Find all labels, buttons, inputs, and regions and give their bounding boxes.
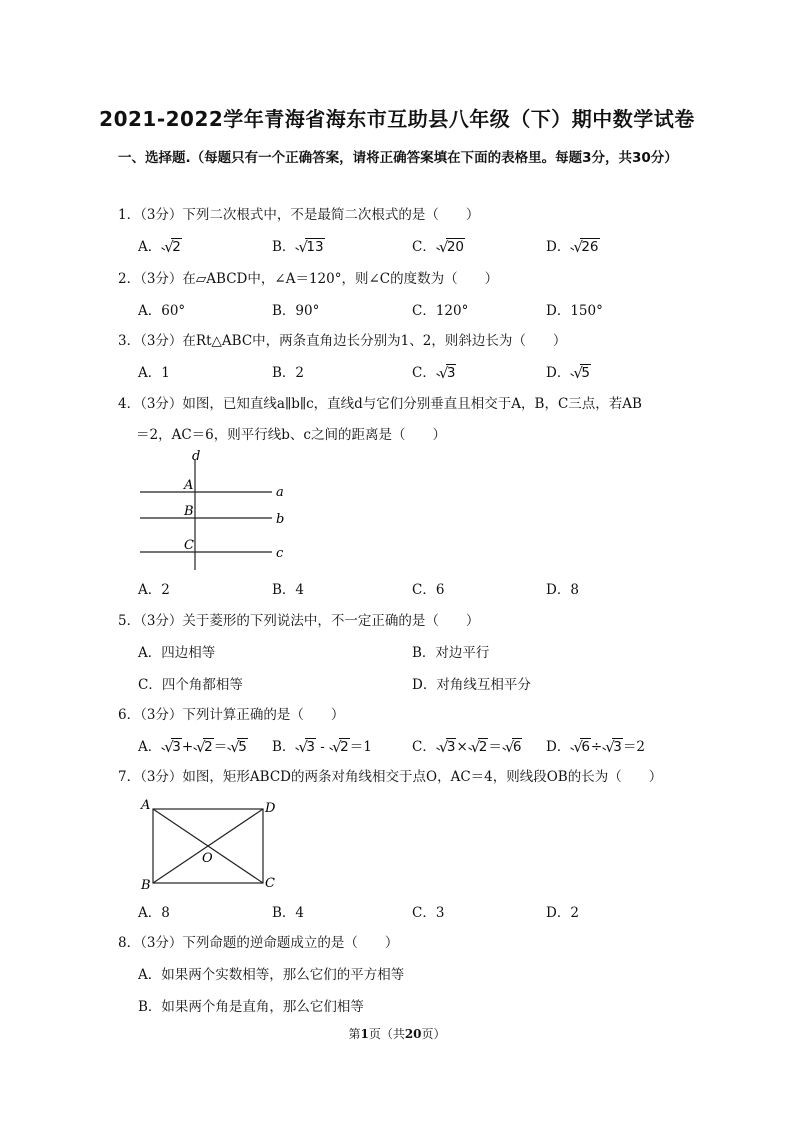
label-B: B <box>184 504 194 519</box>
q3-option-a: A．1 <box>138 365 170 381</box>
sqrt-sign: √ 3 <box>436 364 457 382</box>
question-5-stem: 5．（3分）关于菱形的下列说法中，不一定正确的是（ ） <box>118 613 480 629</box>
q5-option-a: A．四边相等 <box>138 645 216 661</box>
q1-option-a: A． √ 2 <box>138 238 181 256</box>
sqrt-sign: √ 6 <box>502 738 523 756</box>
label-b: b <box>276 512 285 527</box>
q5-option-d: D．对角线互相平分 <box>412 677 531 693</box>
question-6-stem: 6．（3分）下列计算正确的是（ ） <box>118 707 345 723</box>
label-C: C <box>184 538 194 553</box>
q3-option-b: B．2 <box>272 365 305 381</box>
q3-option-c: C． √ 3 <box>412 364 456 382</box>
sqrt-sign: √ 3 <box>295 738 316 756</box>
sqrt-sign: √ 6 <box>570 738 591 756</box>
sqrt-sign: √ 3 <box>436 738 457 756</box>
page-footer: 第1页（共20页） <box>348 1027 446 1041</box>
label-O: O <box>202 851 213 866</box>
q5-option-b: B．对边平行 <box>412 645 490 661</box>
sqrt-sign: √ 20 <box>436 238 465 256</box>
sqrt-sign: √ 5 <box>227 738 248 756</box>
question-3-stem: 3．（3分）在Rt△ABC中，两条直角边长分别为1、2，则斜边长为（ ） <box>118 333 567 349</box>
question-4-stem-line1: 4．（3分）如图，已知直线a∥b∥c，直线d与它们分别垂直且相交于A，B，C三点，若AB <box>118 396 642 412</box>
q2-option-c: C．120° <box>412 303 469 319</box>
q5-option-c: C．四个角都相等 <box>138 677 243 693</box>
page-total: 20 <box>404 1027 422 1041</box>
label-A: A <box>141 798 151 813</box>
label-B: B <box>141 878 151 893</box>
label-c: c <box>276 546 284 561</box>
label-a: a <box>276 485 284 500</box>
sqrt-sign: √ 2 <box>468 738 489 756</box>
q6-option-c: C． √ 3× √ 2＝ √ 6 <box>412 738 522 756</box>
q7-option-b: B．4 <box>272 905 305 921</box>
parallel-lines-figure <box>130 448 300 576</box>
sqrt-sign: √ 5 <box>570 364 591 382</box>
label-C: C <box>265 876 275 891</box>
section-heading: 一、选择题.（每题只有一个正确答案，请将正确答案填在下面的表格里。每题3分，共30分） <box>118 150 678 166</box>
question-4-stem-line2: ＝2，AC＝6，则平行线b、c之间的距离是（ ） <box>136 427 446 443</box>
label-d: d <box>192 449 201 464</box>
q6-option-b: B． √ 3 - √ 2＝1 <box>272 738 372 756</box>
q8-option-b: B．如果两个角是直角，那么它们相等 <box>138 999 364 1015</box>
question-8-stem: 8．（3分）下列命题的逆命题成立的是（ ） <box>118 935 399 951</box>
sqrt-sign: √ 2 <box>193 738 214 756</box>
page-title: 2021-2022学年青海省海东市互助县八年级（下）期中数学试卷 <box>99 107 695 131</box>
page-number: 1 <box>360 1027 369 1041</box>
question-1-stem: 1．（3分）下列二次根式中，不是最简二次根式的是（ ） <box>118 207 480 223</box>
sqrt-sign: √ 3 <box>161 738 182 756</box>
label-D: D <box>265 801 276 816</box>
rectangle-figure <box>136 795 286 895</box>
q6-option-a: A． √ 3+ √ 2＝ √ 5 <box>138 738 247 756</box>
q1-option-c: C． √ 20 <box>412 238 465 256</box>
q6-option-d: D． √ 6÷ √ 3＝2 <box>546 738 645 756</box>
q3-option-d: D． √ 5 <box>546 364 590 382</box>
sqrt-sign: √ 26 <box>570 238 599 256</box>
q2-option-a: A．60° <box>138 303 186 319</box>
q2-option-b: B．90° <box>272 303 320 319</box>
q1-option-d: D． √ 26 <box>546 238 599 256</box>
q4-option-d: D．8 <box>546 582 579 598</box>
q2-option-d: D．150° <box>546 303 603 319</box>
q4-option-c: C．6 <box>412 582 445 598</box>
sqrt-sign: √ 13 <box>295 238 324 256</box>
q7-option-d: D．2 <box>546 905 579 921</box>
question-2-stem: 2．（3分）在▱ABCD中，∠A＝120°，则∠C的度数为（ ） <box>118 271 499 287</box>
q4-option-a: A．2 <box>138 582 170 598</box>
sqrt-sign: √ 2 <box>161 238 182 256</box>
sqrt-sign: √ 3 <box>602 738 623 756</box>
q7-option-c: C．3 <box>412 905 445 921</box>
q4-option-b: B．4 <box>272 582 305 598</box>
sqrt-sign: √ 2 <box>329 738 350 756</box>
label-A: A <box>184 478 194 493</box>
q7-option-a: A．8 <box>138 905 170 921</box>
question-7-stem: 7．（3分）如图，矩形ABCD的两条对角线相交于点O，AC＝4，则线段OB的长为（ ） <box>118 769 663 785</box>
q1-option-b: B． √ 13 <box>272 238 324 256</box>
q8-option-a: A．如果两个实数相等，那么它们的平方相等 <box>138 967 405 983</box>
